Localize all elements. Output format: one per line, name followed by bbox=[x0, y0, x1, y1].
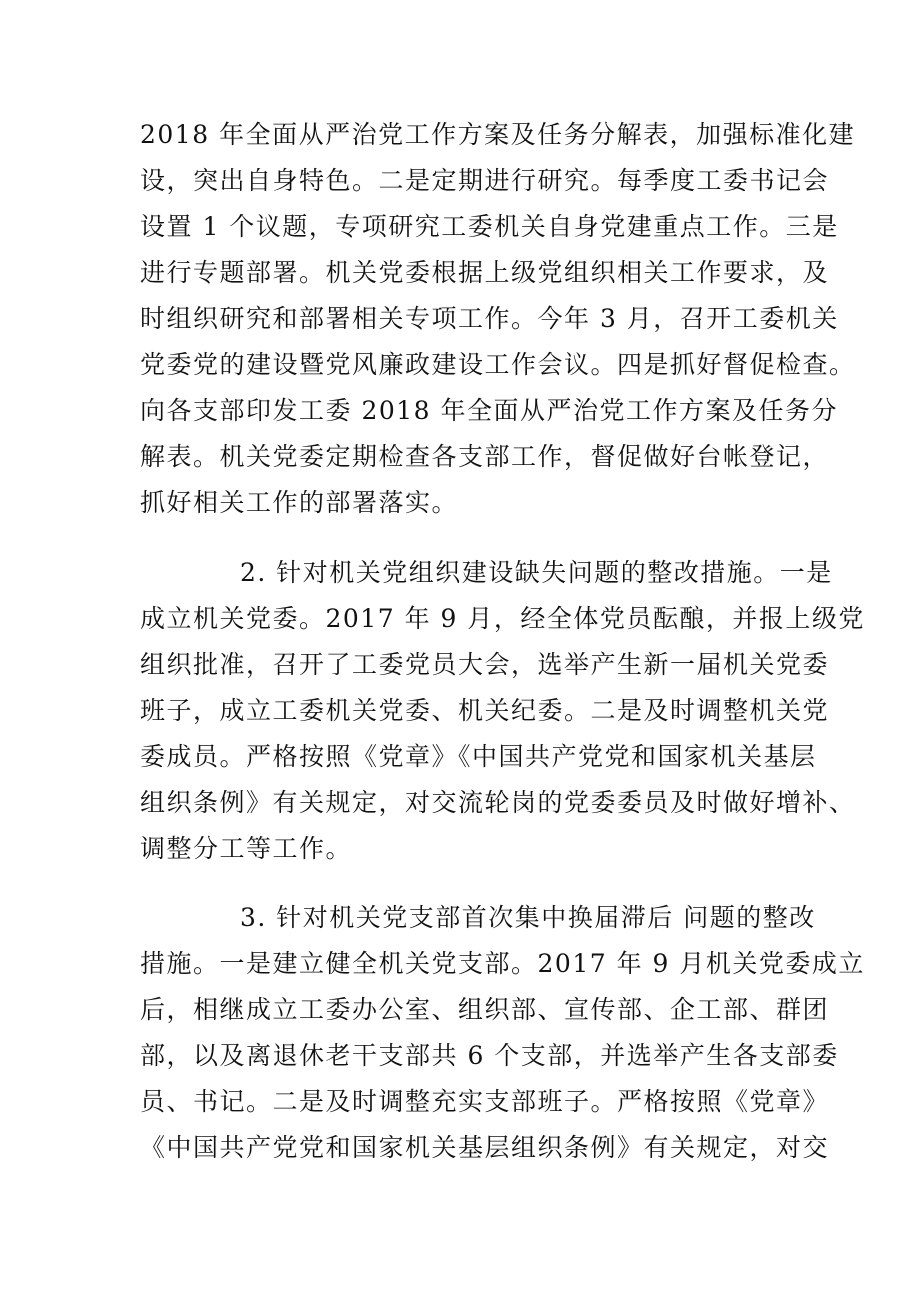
paragraph-3-line-4: 部，以及离退休老干支部共 6 个支部，并选举产生各支部委 bbox=[140, 1041, 839, 1070]
paragraph-3-line-5: 员、书记。二是及时调整充实支部班子。严格按照《党章》 bbox=[140, 1087, 830, 1116]
paragraph-1-line-8: 解表。机关党委定期检查各支部工作，督促做好台帐登记， bbox=[140, 442, 830, 471]
paragraph-1-line-7: 向各支部印发工委 2018 年全面从严治党工作方案及任务分 bbox=[140, 396, 839, 425]
paragraph-2-line-2: 成立机关党委。2017 年 9 月，经全体党员酝酿，并报上级党 bbox=[140, 604, 865, 633]
paragraph-2-line-5: 委成员。严格按照《党章》《中国共产党党和国家机关基层 bbox=[140, 742, 817, 771]
paragraph-3-line-6: 《中国共产党党和国家机关基层组织条例》有关规定，对交 bbox=[140, 1133, 830, 1162]
paragraph-1-line-3: 设置 1 个议题，专项研究工委机关自身党建重点工作。三是 bbox=[140, 212, 839, 241]
paragraph-1-line-6: 党委党的建设暨党风廉政建设工作会议。四是抓好督促检查。 bbox=[140, 350, 856, 379]
paragraph-1-line-1: 2018 年全面从严治党工作方案及任务分解表，加强标准化建 bbox=[140, 120, 856, 149]
paragraph-2-line-7: 调整分工等工作。 bbox=[140, 834, 353, 863]
paragraph-1-line-4: 进行专题部署。机关党委根据上级党组织相关工作要求，及 bbox=[140, 258, 830, 287]
paragraph-2-line-6: 组织条例》有关规定，对交流轮岗的党委委员及时做好增补、 bbox=[140, 788, 856, 817]
paragraph-2-line-1: 2. 针对机关党组织建设缺失问题的整改措施。一是 bbox=[240, 558, 833, 587]
paragraph-1-line-9: 抓好相关工作的部署落实。 bbox=[140, 488, 459, 517]
paragraph-3-line-1: 3. 针对机关党支部首次集中换届滞后 问题的整改 bbox=[240, 903, 816, 932]
paragraph-1-line-2: 设，突出自身特色。二是定期进行研究。每季度工委书记会 bbox=[140, 166, 830, 195]
paragraph-2-line-3: 组织批准，召开了工委党员大会，选举产生新一届机关党委 bbox=[140, 650, 830, 679]
paragraph-2 bbox=[140, 550, 865, 872]
paragraph-2-line-4: 班子，成立工委机关党委、机关纪委。二是及时调整机关党 bbox=[140, 696, 830, 725]
paragraph-1-line-5: 时组织研究和部署相关专项工作。今年 3 月，召开工委机关 bbox=[140, 304, 839, 333]
paragraph-3-line-2: 措施。一是建立健全机关党支部。2017 年 9 月机关党委成立 bbox=[140, 949, 865, 978]
paragraph-3 bbox=[140, 895, 865, 1171]
paragraph-3-line-3: 后，相继成立工委办公室、组织部、宣传部、企工部、群团 bbox=[140, 995, 830, 1024]
paragraph-1 bbox=[140, 112, 856, 526]
